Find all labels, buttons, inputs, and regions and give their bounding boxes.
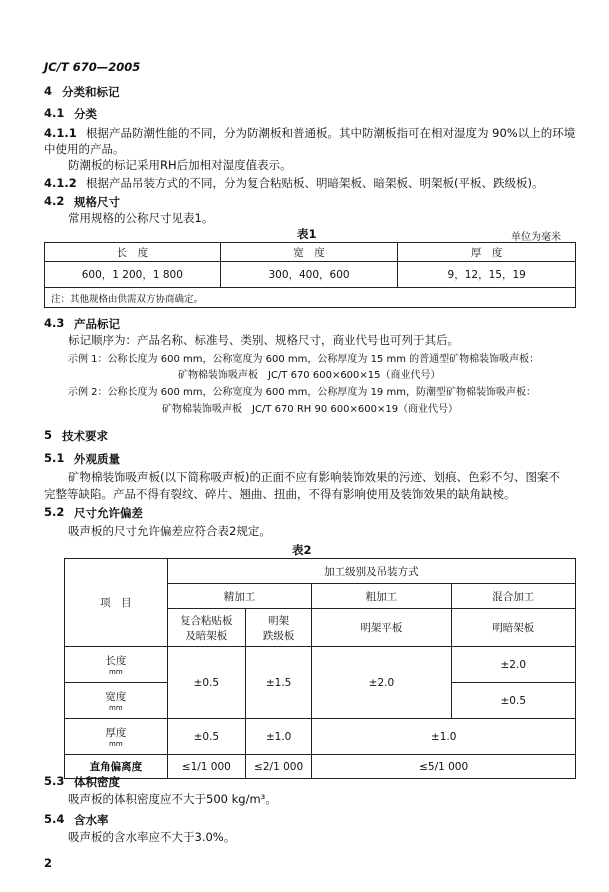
table2-row-width-unit: mm <box>109 703 123 712</box>
table2-row-squareness: 直角偏离度 <box>65 755 168 779</box>
table2-mixed-header: 混合加工 <box>451 584 576 609</box>
section-5-1-text-line1: 矿物棉装饰吸声板(以下简称吸声板)的正面不应有影响装饰效果的污迹、划痕、色彩不匀、图案不 <box>68 470 560 484</box>
section-4-2-number: 4.2 <box>44 194 65 208</box>
table2-row-thickness-unit: mm <box>109 739 123 748</box>
table2-col-stepped-line1: 明架 <box>268 614 290 627</box>
example-2-marking: 矿物棉装饰吸声板 JC/T 670 RH 90 600×600×19（商业代号） <box>162 404 459 415</box>
table2-lw-fine2: ±1.5 <box>245 647 311 719</box>
section-4-1-1-number: 4.1.1 <box>44 126 77 140</box>
table2-width-mixed: ±0.5 <box>451 683 576 719</box>
example-1-description: 示例 1：公称长度为 600 mm，公称宽度为 600 mm，公称厚度为 15 mm 的普通型矿物棉装饰吸声板： <box>68 354 540 365</box>
section-4-1-2-number: 4.1.2 <box>44 176 77 190</box>
table2-row-length <box>65 647 168 683</box>
table2-col-composite-line1: 复合粘贴板 <box>180 614 233 627</box>
section-5-number: 5 <box>44 428 53 442</box>
section-5-1-text-line2: 完整等缺陷。产品不得有裂纹、碎片、翘曲、扭曲，不得有影响使用及装饰效果的缺角缺棱。 <box>44 487 516 501</box>
table2-row-thickness-label: 厚度 <box>105 726 127 739</box>
table2-col-composite-line2: 及暗架板 <box>185 629 228 642</box>
section-5-4-title: 含水率 <box>74 813 109 827</box>
table2-length-mixed: ±2.0 <box>451 647 576 683</box>
section-4-1-2-text: 根据产品吊装方式的不同，分为复合粘贴板、明暗架板、暗架板、明架板(平板、跌级板)。 <box>86 176 544 190</box>
section-4-1-title: 分类 <box>74 107 97 121</box>
section-4-3-text: 标记顺序为：产品名称、标准号、类别、规格尺寸，商业代号也可列于其后。 <box>68 333 459 347</box>
table2-thickness-rest: ±1.0 <box>312 719 576 755</box>
table2 <box>64 558 576 779</box>
table2-row-thickness <box>65 719 168 755</box>
table2-col-exposed-concealed: 明暗架板 <box>451 609 576 647</box>
section-5-2-title: 尺寸允许偏差 <box>74 506 143 520</box>
table1-caption: 表1 <box>297 227 317 241</box>
table2-row-width <box>65 683 168 719</box>
table1-note: 注：其他规格由供需双方协商确定。 <box>45 288 576 308</box>
table2-thickness-fine2: ±1.0 <box>245 719 311 755</box>
section-5-3-number: 5.3 <box>44 774 65 788</box>
table2-row-length-unit: mm <box>109 667 123 676</box>
section-5-3-title: 体积密度 <box>74 775 120 789</box>
table1 <box>44 242 576 308</box>
section-4-1-1-text-line2: 中使用的产品。 <box>44 142 125 156</box>
table1-header-thickness: 厚 度 <box>398 243 576 262</box>
table2-lw-rough: ±2.0 <box>312 647 451 719</box>
table1-unit: 单位为毫米 <box>511 232 561 243</box>
section-4-1-1-text-line3: 防潮板的标记采用RH后加相对湿度值表示。 <box>68 158 292 172</box>
table2-row-length-label: 长度 <box>105 654 127 667</box>
table1-value-thickness: 9，12，15，19 <box>398 262 576 288</box>
standard-code: JC/T 670—2005 <box>44 60 141 74</box>
table2-fine-header: 精加工 <box>167 584 312 609</box>
section-4-2-title: 规格尺寸 <box>74 195 120 209</box>
section-5-2-text: 吸声板的尺寸允许偏差应符合表2规定。 <box>68 524 271 538</box>
section-5-4-text: 吸声板的含水率应不大于3.0%。 <box>68 830 236 844</box>
section-4-1-1-text-line1: 根据产品防潮性能的不同，分为防潮板和普通板。其中防潮板指可在相对湿度为 90%以上的环境 <box>86 126 576 140</box>
example-1-marking: 矿物棉装饰吸声板 JC/T 670 600×600×15（商业代号） <box>178 370 441 381</box>
section-4-2-text: 常用规格的公称尺寸见表1。 <box>68 211 214 225</box>
table1-header-width: 宽 度 <box>220 243 398 262</box>
table1-value-length: 600，1 200，1 800 <box>45 262 221 288</box>
table2-col-stepped-line2: 跌级板 <box>262 629 295 642</box>
table2-thickness-fine1: ±0.5 <box>167 719 245 755</box>
section-5-3-text: 吸声板的体积密度应不大于500 kg/m³。 <box>68 792 277 806</box>
section-5-1-title: 外观质量 <box>74 452 120 466</box>
table2-squareness-rest: ≤5/1 000 <box>312 755 576 779</box>
section-5-4-number: 5.4 <box>44 812 65 826</box>
table2-squareness-fine2: ≤2/1 000 <box>245 755 311 779</box>
page-number: 2 <box>44 856 53 870</box>
table2-caption: 表2 <box>292 543 312 557</box>
section-4-title: 分类和标记 <box>62 85 120 99</box>
example-2-description: 示例 2：公称长度为 600 mm，公称宽度为 600 mm，公称厚度为 19 mm，防潮型矿物棉装饰吸声板： <box>68 387 536 398</box>
table1-value-width: 300，400，600 <box>220 262 398 288</box>
section-5-title: 技术要求 <box>62 429 108 443</box>
section-5-2-number: 5.2 <box>44 505 65 519</box>
section-5-1-number: 5.1 <box>44 451 65 465</box>
table2-squareness-fine1: ≤1/1 000 <box>167 755 245 779</box>
table2-group-header: 加工级别及吊装方式 <box>167 559 575 584</box>
section-4-number: 4 <box>44 84 53 98</box>
table2-lw-fine1: ±0.5 <box>167 647 245 719</box>
table2-item-header: 项 目 <box>65 559 168 647</box>
table2-rough-header: 粗加工 <box>312 584 451 609</box>
section-4-3-title: 产品标记 <box>74 317 120 331</box>
table2-col-exposed-flat: 明架平板 <box>312 609 451 647</box>
table2-col-stepped <box>245 609 311 647</box>
table2-row-width-label: 宽度 <box>105 690 127 703</box>
table1-header-length: 长 度 <box>45 243 221 262</box>
table2-col-composite <box>167 609 245 647</box>
section-4-1-number: 4.1 <box>44 106 65 120</box>
section-4-3-number: 4.3 <box>44 316 65 330</box>
